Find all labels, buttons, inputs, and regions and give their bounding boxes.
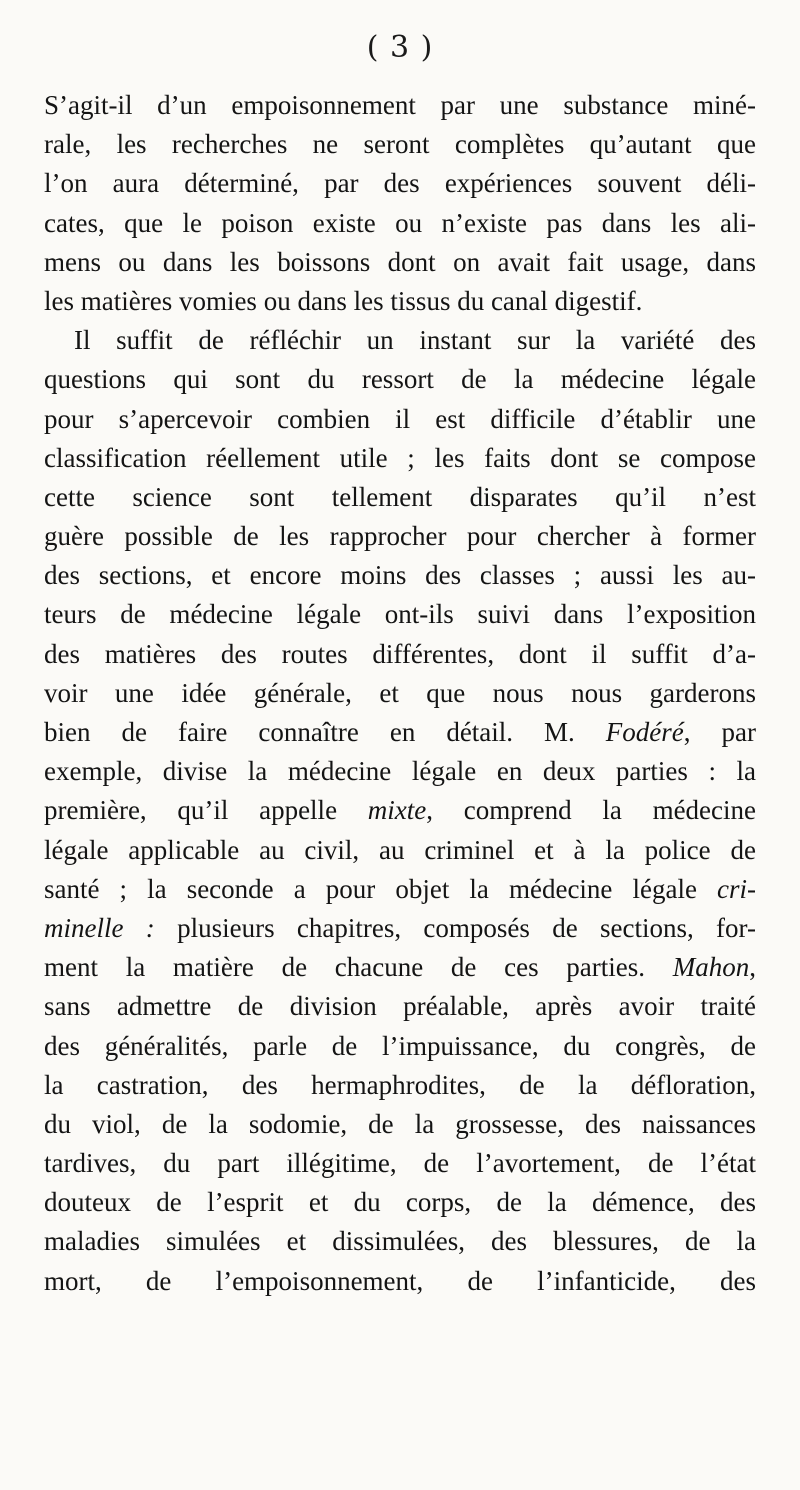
- italic-text: cri-: [717, 873, 756, 904]
- text-line: [44, 1105, 756, 1144]
- text-segment: la castration, des hermaphrodites, de la défloration,: [44, 1069, 756, 1100]
- text-segment: des généralités, parle de l’impuissance, du congrès, de: [44, 1030, 756, 1061]
- text-segment: , par: [683, 717, 756, 747]
- text-line: [44, 400, 756, 439]
- text-segment: bien de faire connaître en détail. M.: [44, 717, 606, 747]
- page-number: ( 3 ): [366, 30, 434, 65]
- text-line: [44, 164, 756, 203]
- italic-text: mixte: [367, 795, 427, 826]
- text-line: [44, 86, 756, 125]
- text-line: [44, 321, 756, 360]
- text-segment: légale applicable au civil, au criminel et à la police de: [44, 834, 756, 865]
- text-segment: maladies simulées et dissimulées, des blessures, de la: [44, 1226, 756, 1257]
- text-segment: les matières vomies ou dans les tissus du canal digestif.: [44, 285, 643, 316]
- text-segment: mens ou dans les boissons dont on avait fait usage, dans: [44, 246, 756, 277]
- text-line: [44, 204, 756, 243]
- italic-text: minelle :: [44, 912, 155, 943]
- text-line: [44, 635, 756, 674]
- text-segment: cette science sont tellement disparates qu’il n’est: [44, 481, 756, 512]
- text-line: [44, 674, 756, 713]
- text-line: [44, 713, 756, 752]
- text-line: [44, 987, 756, 1026]
- text-segment: du viol, de la sodomie, de la grossesse, des naissances: [44, 1108, 756, 1139]
- body-text: [44, 86, 756, 1301]
- text-segment: mort, de l’empoisonnement, de l’infanticide, des: [44, 1265, 756, 1296]
- text-line: [44, 1066, 756, 1105]
- italic-text: Fodéré: [605, 717, 684, 747]
- text-segment: des sections, et encore moins des classes ; aussi les au-: [44, 560, 756, 591]
- text-segment: teurs de médecine légale ont-ils suivi dans l’exposition: [44, 599, 756, 630]
- text-segment: des matières des routes différentes, dont il suffit d’a-: [44, 638, 756, 669]
- text-segment: douteux de l’esprit et du corps, de la démence, des: [44, 1187, 756, 1218]
- text-segment: plusieurs chapitres, composés de sections, for-: [154, 912, 756, 943]
- text-segment: Il suffit de réfléchir un instant sur la variété des: [74, 325, 756, 356]
- text-line: [44, 948, 756, 987]
- text-segment: l’on aura déterminé, par des expériences souvent déli-: [44, 168, 756, 199]
- text-line: [44, 125, 756, 164]
- text-segment: tardives, du part illégitime, de l’avortement, de l’état: [44, 1148, 756, 1179]
- text-line: [44, 478, 756, 517]
- text-segment: questions qui sont du ressort de la médecine légale: [44, 364, 756, 395]
- text-line: [44, 791, 756, 830]
- text-segment: classification réellement utile ; les faits dont se compose: [44, 442, 756, 473]
- text-line: [44, 1222, 756, 1261]
- text-segment: première, qu’il appelle: [44, 795, 368, 826]
- italic-text: Mahon: [672, 952, 750, 983]
- text-segment: pour s’apercevoir combien il est difficile d’établir une: [44, 403, 756, 434]
- text-line: [44, 439, 756, 478]
- text-segment: voir une idée générale, et que nous nous garderons: [44, 677, 756, 708]
- text-line: [44, 909, 756, 948]
- text-segment: cates, que le poison existe ou n’existe pas dans les ali-: [44, 207, 756, 238]
- text-segment: ment la matière de chacune de ces parties.: [44, 952, 673, 983]
- text-line: [44, 282, 756, 321]
- text-line: [44, 1027, 756, 1066]
- text-line: [44, 1144, 756, 1183]
- text-segment: rale, les recherches ne seront complètes qu’autant que: [44, 129, 756, 160]
- text-segment: santé ; la seconde a pour objet la médecine légale: [44, 873, 718, 904]
- text-line: [44, 1183, 756, 1222]
- text-line: [44, 360, 756, 399]
- text-segment: exemple, divise la médecine légale en deux parties : la: [44, 756, 756, 787]
- text-line: [44, 831, 756, 870]
- text-segment: , comprend la médecine: [426, 795, 757, 826]
- text-line: [44, 595, 756, 634]
- text-line: [44, 1262, 756, 1301]
- text-line: [44, 517, 756, 556]
- text-line: [44, 556, 756, 595]
- text-segment: ,: [749, 952, 756, 983]
- text-segment: sans admettre de division préalable, après avoir traité: [44, 991, 756, 1022]
- text-segment: guère possible de les rapprocher pour chercher à former: [44, 521, 756, 552]
- text-line: [44, 752, 756, 791]
- text-line: [44, 870, 756, 909]
- text-line: [44, 243, 756, 282]
- text-segment: S’agit-il d’un empoisonnement par une substance miné-: [44, 90, 756, 120]
